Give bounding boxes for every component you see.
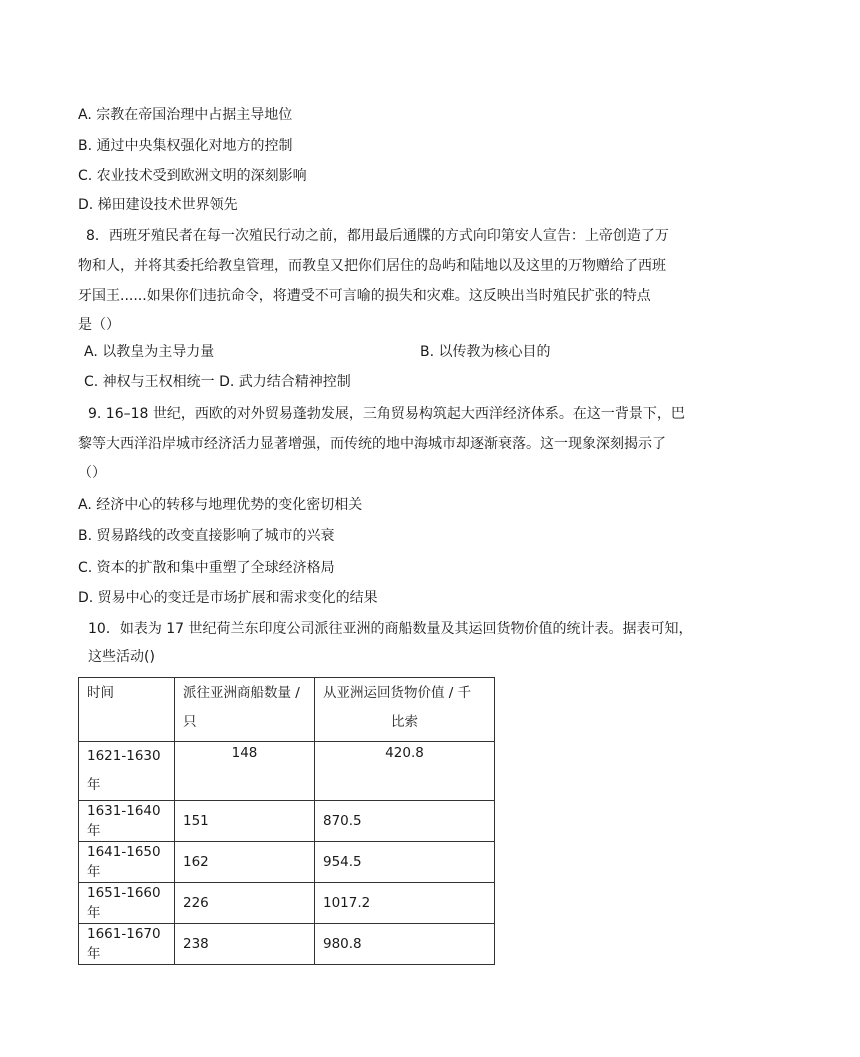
table-header-row	[79, 678, 495, 742]
q7-option-c: C. 农业技术受到欧洲文明的深刻影响	[78, 168, 307, 184]
header-time: 时间	[79, 678, 175, 742]
cell-ship-count: 148	[175, 742, 315, 801]
q9-stem-line-3: （）	[78, 465, 106, 481]
q9-stem-line-1: 9. 16–18 世纪，西欧的对外贸易蓬勃发展，三角贸易构筑起大西洋经济体系。在这一背景下，巴	[88, 406, 685, 422]
q7-option-b: B. 通过中央集权强化对地方的控制	[78, 138, 293, 154]
header-cargo-value-line-1: 从亚洲运回货物价值 / 千	[323, 685, 472, 701]
cell-ship-count: 151	[175, 801, 315, 842]
q7-option-d: D. 梯田建设技术世界领先	[78, 197, 238, 213]
cell-time: 1621-1630 年	[79, 742, 175, 801]
q10-stem-line-2: 这些活动()	[88, 649, 155, 665]
q8-option-b: B. 以传教为核心目的	[420, 344, 551, 360]
cell-cargo-value: 1017.2	[315, 883, 495, 924]
table-row	[79, 801, 495, 842]
cell-time: 1661-1670 年	[79, 924, 175, 965]
cell-cargo-value: 870.5	[315, 801, 495, 842]
header-cargo-value-line-2: 比索	[391, 714, 418, 730]
table-row	[79, 883, 495, 924]
cell-time: 1641-1650 年	[79, 842, 175, 883]
q9-option-c: C. 资本的扩散和集中重塑了全球经济格局	[78, 560, 335, 576]
q9-option-a: A. 经济中心的转移与地理优势的变化密切相关	[78, 497, 363, 513]
cell-cargo-value: 980.8	[315, 924, 495, 965]
table-row	[79, 924, 495, 965]
cell-ship-count: 162	[175, 842, 315, 883]
header-ship-count	[175, 678, 315, 742]
table-row	[79, 742, 495, 801]
table-row	[79, 842, 495, 883]
q9-stem-line-2: 黎等大西洋沿岸城市经济活力显著增强，而传统的地中海城市却逐渐衰落。这一现象深刻揭示了	[78, 436, 666, 452]
q9-option-d: D. 贸易中心的变迁是市场扩展和需求变化的结果	[78, 590, 378, 606]
header-ship-count-line-2: 只	[183, 714, 197, 730]
cell-time: 1631-1640 年	[79, 801, 175, 842]
ship-statistics-table	[78, 677, 495, 965]
q10-stem-line-1: 10．如表为 17 世纪荷兰东印度公司派往亚洲的商船数量及其运回货物价值的统计表。据表可知，	[88, 621, 693, 637]
cell-time: 1651-1660 年	[79, 883, 175, 924]
q8-options-cd: C. 神权与王权相统一 D. 武力结合精神控制	[84, 374, 351, 390]
q8-options-row-1	[84, 342, 734, 362]
q9-option-b: B. 贸易路线的改变直接影响了城市的兴衰	[78, 528, 335, 544]
q7-option-a: A. 宗教在帝国治理中占据主导地位	[78, 107, 293, 123]
header-cargo-value	[315, 678, 495, 742]
cell-cargo-value: 420.8	[315, 742, 495, 801]
q8-stem-line-4: 是（）	[78, 317, 120, 333]
q8-stem-line-3: 牙国王......如果你们违抗命令，将遭受不可言喻的损失和灾难。这反映出当时殖民扩张的特点	[78, 288, 651, 304]
header-ship-count-line-1: 派往亚洲商船数量 /	[183, 685, 300, 701]
cell-ship-count: 226	[175, 883, 315, 924]
cell-cargo-value: 954.5	[315, 842, 495, 883]
cell-ship-count: 238	[175, 924, 315, 965]
q8-option-a: A. 以教皇为主导力量	[84, 344, 215, 360]
q8-stem-line-2: 物和人，并将其委托给教皇管理，而教皇又把你们居住的岛屿和陆地以及这里的万物赠给了西班	[78, 258, 666, 274]
q8-stem-line-1: 8．西班牙殖民者在每一次殖民行动之前，都用最后通牒的方式向印第安人宣告：上帝创造了万	[86, 228, 669, 244]
